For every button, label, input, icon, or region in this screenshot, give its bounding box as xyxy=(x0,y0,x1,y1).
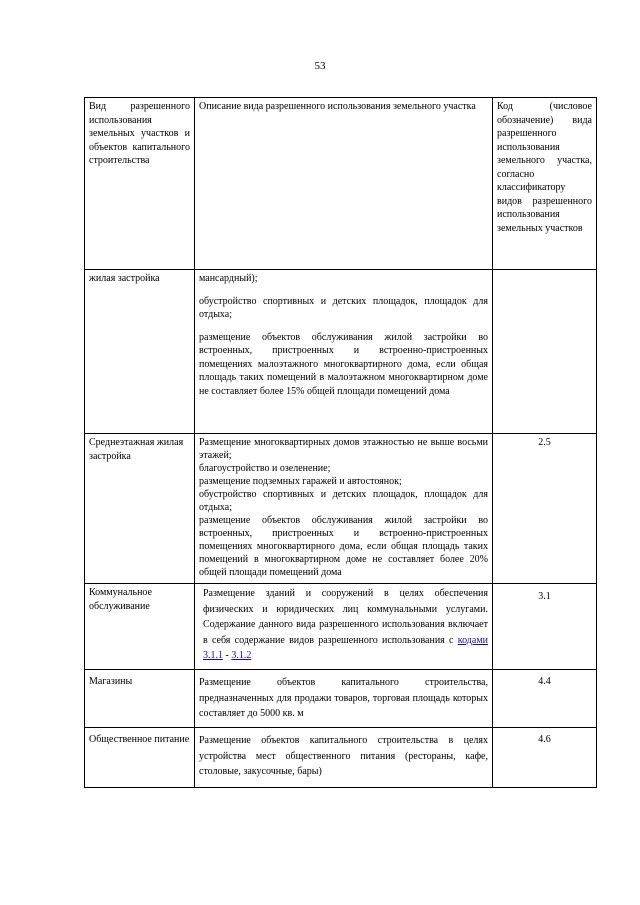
table-row xyxy=(85,270,597,434)
table-row xyxy=(85,728,597,788)
table-header-row xyxy=(85,98,597,270)
row-description xyxy=(195,728,493,788)
description-line: благоустройство и озеленение; xyxy=(199,463,331,474)
description-paragraph: обустройство спортивных и детских площадок, площадок для отдыха; xyxy=(199,295,488,320)
description-line: Размещение многоквартирных домов этажностью не выше восьми этажей; xyxy=(199,437,488,461)
page-number: 53 xyxy=(314,60,326,72)
description-text: Размещение объектов капитального строительства в целях устройства мест общественного питания (рестораны, кафе, столовые, закусочные, бары) xyxy=(199,735,488,777)
row-name: Общественное питание xyxy=(85,728,195,788)
row-name: Магазины xyxy=(85,670,195,728)
description-line: размещение подземных гаражей и автостоянок; xyxy=(199,476,402,487)
description-line: размещение объектов обслуживания жилой застройки во встроенных, пристроенных и встроенно-пристроенных помещениях многоквартирного дома, если общая площадь таких помещений в многоквартирном доме не составляет более 20% общей площади помещений дома xyxy=(199,515,488,578)
code-link-3-1-2[interactable]: 3.1.2 xyxy=(231,650,252,661)
description-line: обустройство спортивных и детских площадок, площадок для отдыха; xyxy=(199,489,488,513)
row-code: 3.1 xyxy=(493,584,597,670)
row-description xyxy=(195,270,493,434)
description-paragraph: размещение объектов обслуживания жилой застройки во встроенных, пристроенных и встроенно-пристроенных помещениях малоэтажного многоквартирного дома, если общая площадь таких помещений в малоэтажном многоквартирном доме не составляет более 15% общей площади помещений дома xyxy=(199,331,488,397)
land-use-table xyxy=(84,97,597,788)
row-description xyxy=(195,584,493,670)
table-row xyxy=(85,670,597,728)
row-code: 4.6 xyxy=(493,728,597,788)
row-code: 2.5 xyxy=(493,434,597,584)
code-link-3-1-1[interactable]: кодами 3.1.1 xyxy=(203,634,489,661)
description-paragraph: мансардный); xyxy=(199,273,258,284)
row-name: жилая застройка xyxy=(85,270,195,434)
row-name: Коммунальное обслуживание xyxy=(85,584,195,670)
table-row xyxy=(85,434,597,584)
header-description: Описание вида разрешенного использования земельного участка xyxy=(195,98,493,270)
row-name: Среднеэтажная жилая застройка xyxy=(85,434,195,584)
description-text: Размещение объектов капитального строительства, предназначенных для продажи товаров, торговая площадь которых составляет до 5000 кв. м xyxy=(199,677,488,719)
description-text: Размещение зданий и сооружений в целях обеспечения физических и юридических лиц коммунальными услугами. Содержание данного вида разрешенного использования включает в себя содержание видов разрешенного использования с кодами 3.1.1 - 3.1.2 xyxy=(203,588,489,661)
row-description xyxy=(195,434,493,584)
header-land-use-type: Вид разрешенного использования земельных участков и объектов капитального строительства xyxy=(85,98,195,270)
row-description xyxy=(195,670,493,728)
row-code xyxy=(493,270,597,434)
row-code: 4.4 xyxy=(493,670,597,728)
table-row xyxy=(85,584,597,670)
header-code: Код (числовое обозначение) вида разрешенного использования земельного участка, согласно классификатору видов разрешенного использования земельных участков xyxy=(493,98,597,270)
